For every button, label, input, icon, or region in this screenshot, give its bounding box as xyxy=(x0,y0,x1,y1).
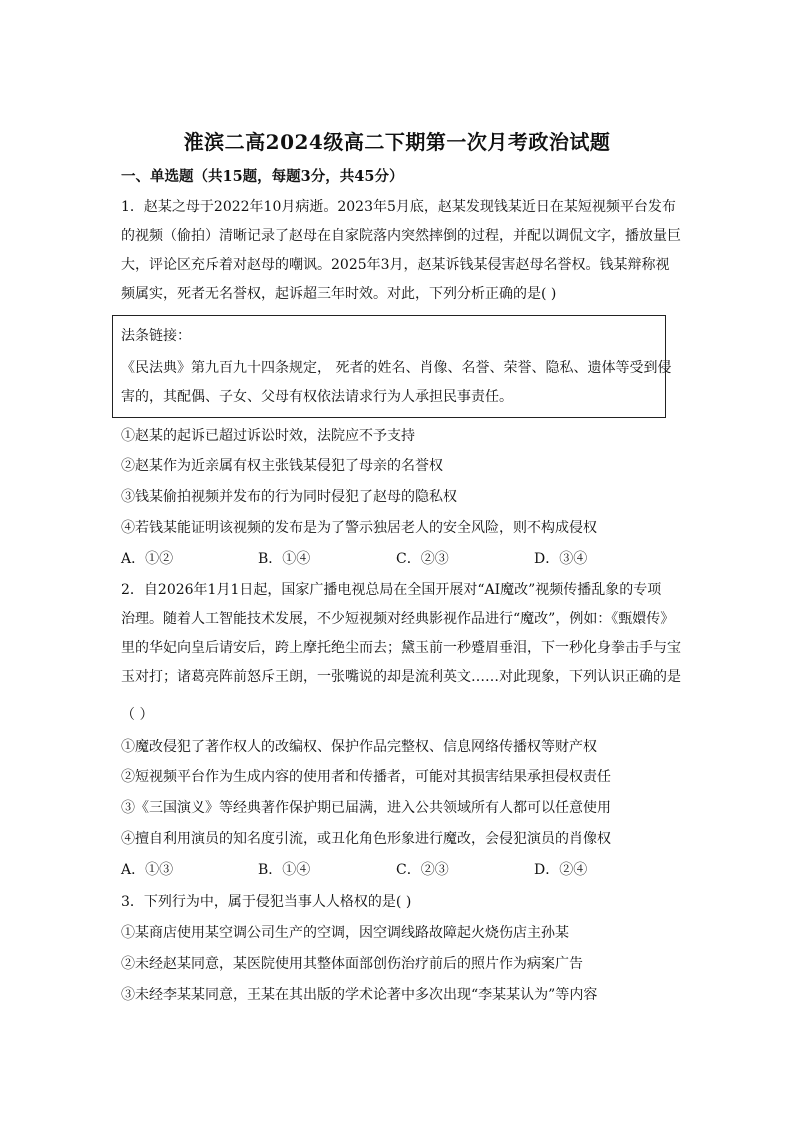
q1-statement: ④若钱某能证明该视频的发布是为了警示独居老人的安全风险，则不构成侵权 xyxy=(121,520,597,536)
q2-stem-line: 2．自2026年1月1日起，国家广播电视总局在全国开展对“AI魔改”视频传播乱象的专项 xyxy=(121,582,662,598)
option-a: A．①② xyxy=(121,551,174,567)
option-b: B．①④ xyxy=(258,862,311,878)
law-reference-box xyxy=(112,315,672,418)
q2-statement: ①魔改侵犯了著作权人的改编权、保护作品完整权、信息网络传播权等财产权 xyxy=(121,739,597,755)
law-box-line: 害的，其配偶、子女、父母有权依法请求行为人承担民事责任。 xyxy=(121,389,513,405)
section-heading: 一、单选题（共15题，每题3分，共45分） xyxy=(121,168,404,185)
q2-stem-line: （ ） xyxy=(121,707,154,723)
option-c: C．②③ xyxy=(396,551,449,567)
option-b: B．①④ xyxy=(258,551,311,567)
q2-statement: ②短视频平台作为生成内容的使用者和传播者，可能对其损害结果承担侵权责任 xyxy=(121,769,611,785)
q2-stem-line: 里的华妃向皇后请安后，跨上摩托绝尘而去；黛玉前一秒蹙眉垂泪，下一秒化身拳击手与宝 xyxy=(121,640,681,656)
q1-statement: ①赵某的起诉已超过诉讼时效，法院应不予支持 xyxy=(121,428,415,444)
option-c: C．②③ xyxy=(396,862,449,878)
q2-stem-line: 治理。随着人工智能技术发展，不少短视频对经典影视作品进行“魔改”，例如：《甄嬛传》 xyxy=(121,611,675,627)
q3-statement: ②未经赵某同意，某医院使用其整体面部创伤治疗前后的照片作为病案广告 xyxy=(121,956,583,972)
q2-statement: ④擅自利用演员的知名度引流，或丑化角色形象进行魔改，会侵犯演员的肖像权 xyxy=(121,831,611,847)
q3-statement: ③未经李某某同意，王某在其出版的学术论著中多次出现“李某某认为”等内容 xyxy=(121,987,598,1003)
q1-statement: ②赵某作为近亲属有权主张钱某侵犯了母亲的名誉权 xyxy=(121,458,443,474)
q1-stem-line: 1．赵某之母于2022年10月病逝。2023年5月底，赵某发现钱某近日在某短视频平台发布 xyxy=(121,199,676,215)
q1-statement: ③钱某偷拍视频并发布的行为同时侵犯了赵母的隐私权 xyxy=(121,489,457,505)
q2-stem-line: 玉对打；诸葛亮阵前怒斥王朗，一张嘴说的却是流利英文……对此现象，下列认识正确的是 xyxy=(121,669,681,685)
option-d: D．②④ xyxy=(534,862,588,878)
law-box-heading: 法条链接： xyxy=(121,328,191,344)
q1-stem-line: 的视频（偷拍）清晰记录了赵母在自家院落内突然摔倒的过程，并配以调侃文字，播放量巨 xyxy=(121,228,681,244)
q3-statement: ①某商店使用某空调公司生产的空调，因空调线路故障起火烧伤店主孙某 xyxy=(121,925,569,941)
q3-stem-line: 3．下列行为中，属于侵犯当事人人格权的是( ) xyxy=(121,894,412,910)
option-a: A．①③ xyxy=(121,862,174,878)
q1-stem-line: 频属实，死者无名誉权，起诉超三年时效。对此，下列分析正确的是( ) xyxy=(121,286,557,302)
q1-stem-line: 大，评论区充斥着对赵母的嘲讽。2025年3月，赵某诉钱某侵害赵母名誉权。钱某辩称视 xyxy=(121,257,670,273)
option-d: D．③④ xyxy=(534,551,588,567)
q2-statement: ③《三国演义》等经典著作保护期已届满，进入公共领域所有人都可以任意使用 xyxy=(121,800,611,816)
exam-title: 淮滨二高2024级高二下期第一次月考政治试题 xyxy=(183,130,611,154)
law-box-line: 《民法典》第九百九十四条规定， 死者的姓名、肖像、名誉、荣誉、隐私、遗体等受到侵 xyxy=(121,360,672,376)
